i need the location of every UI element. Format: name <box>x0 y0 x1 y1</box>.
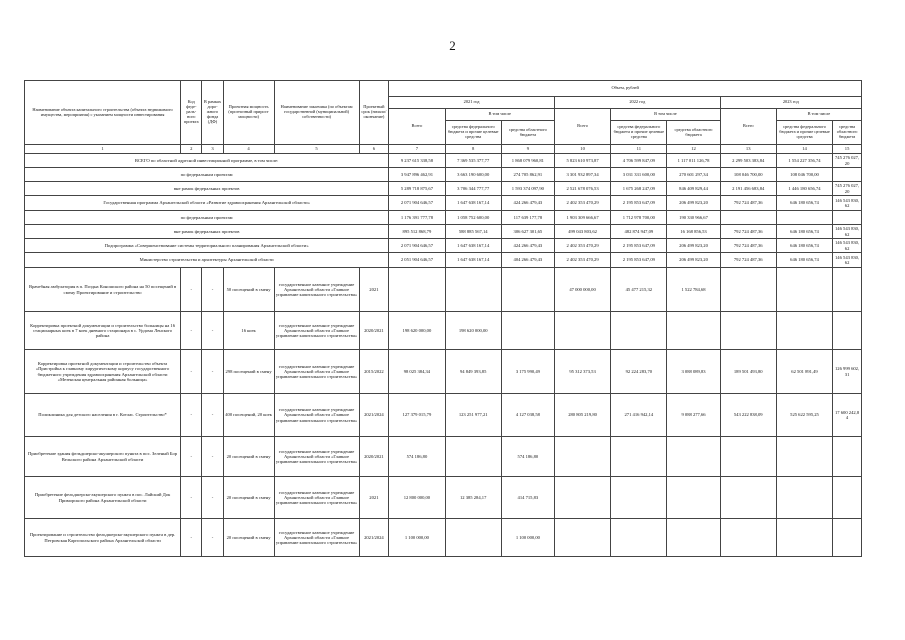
row-amount <box>667 437 720 477</box>
row-amount: 1 100 000,00 <box>389 519 445 557</box>
table-row <box>25 168 862 182</box>
row-amount: 2 402 353 470,29 <box>554 196 610 211</box>
row-project-code: - <box>181 350 202 394</box>
row-amount <box>833 312 862 350</box>
row-road-fund: - <box>202 519 223 557</box>
header-period: Проектный срок (начало/ окончание) <box>359 81 389 145</box>
header-code: Код феде-раль-ного проекта <box>181 81 202 145</box>
row-capacity: 298 посещений в смену <box>223 350 274 394</box>
column-number: 5 <box>274 145 359 154</box>
row-amount: 1 554 227 356,74 <box>776 154 832 168</box>
row-amount: 7 369 535 377,77 <box>445 154 501 168</box>
row-amount: 9 237 615 338,58 <box>389 154 445 168</box>
row-name: Министерство строительства и архитектуры Архангельской области <box>25 253 389 268</box>
column-number: 14 <box>776 145 832 154</box>
row-amount: 17 600 242,84 <box>833 394 862 437</box>
column-number-row <box>25 145 862 154</box>
row-amount: 2 299 503 383,84 <box>720 154 776 168</box>
row-customer: государственное казенное учреждение Архангельской области «Главное управление капитального строительства» <box>274 519 359 557</box>
row-amount <box>554 437 610 477</box>
row-amount: 47 000 000,00 <box>554 268 610 312</box>
row-period: 2020/2021 <box>359 312 389 350</box>
row-customer: государственное казенное учреждение Архангельской области «Главное управление капитального строительства» <box>274 437 359 477</box>
row-amount: 92 224 283,70 <box>611 350 667 394</box>
row-name: Государственная программа Архангельской области «Развитие здравоохранения Архангельской области» <box>25 196 389 211</box>
row-amount <box>667 312 720 350</box>
row-amount <box>389 268 445 312</box>
row-customer: государственное казенное учреждение Архангельской области «Главное управление капитального строительства» <box>274 477 359 519</box>
row-amount: 1 647 638 167,14 <box>445 253 501 268</box>
row-amount: 646 180 656,74 <box>776 225 832 239</box>
row-amount <box>667 519 720 557</box>
row-amount: 792 724 487,36 <box>720 196 776 211</box>
row-amount: 1 675 268 247,09 <box>611 182 667 196</box>
row-amount: 588 885 567,14 <box>445 225 501 239</box>
column-number: 15 <box>833 145 862 154</box>
row-capacity: 50 посещений в смену <box>223 268 274 312</box>
row-amount: 206 499 823,20 <box>667 253 720 268</box>
row-amount: 146 543 830,62 <box>833 225 862 239</box>
row-project-code: - <box>181 519 202 557</box>
row-amount: 646 180 656,74 <box>776 239 832 253</box>
row-amount: 146 543 830,62 <box>833 196 862 211</box>
row-amount <box>833 268 862 312</box>
row-amount <box>833 211 862 225</box>
row-amount: 1 446 180 656,74 <box>776 182 832 196</box>
row-amount <box>720 437 776 477</box>
column-number: 8 <box>445 145 501 154</box>
row-amount: 424 266 479,43 <box>501 239 554 253</box>
row-road-fund: - <box>202 312 223 350</box>
row-amount <box>667 477 720 519</box>
row-amount: 2 402 353 470,29 <box>554 253 610 268</box>
table-row <box>25 182 862 196</box>
row-amount: 792 724 487,36 <box>720 225 776 239</box>
row-project-code: - <box>181 394 202 437</box>
column-number: 3 <box>202 145 223 154</box>
row-amount: 1 117 011 126,78 <box>667 154 720 168</box>
row-project-code: - <box>181 312 202 350</box>
row-road-fund: - <box>202 437 223 477</box>
table-row <box>25 196 862 211</box>
row-amount <box>833 519 862 557</box>
header-total-2021: Всего <box>389 109 445 145</box>
table-row <box>25 253 862 268</box>
row-amount: 206 499 823,20 <box>667 196 720 211</box>
row-amount: 12 385 284,17 <box>445 477 501 519</box>
table-row <box>25 394 862 437</box>
row-amount: 574 186,80 <box>389 437 445 477</box>
row-amount: 2 051 904 646,57 <box>389 253 445 268</box>
row-amount: 3 175 990,49 <box>501 350 554 394</box>
row-customer: государственное казенное учреждение Архангельской области «Главное управление капитального строительства» <box>274 312 359 350</box>
header-regional-2023: средства областного бюджета <box>833 121 862 145</box>
row-amount: 543 222 838,09 <box>720 394 776 437</box>
row-amount <box>776 312 832 350</box>
row-road-fund: - <box>202 394 223 437</box>
row-amount: 2 402 353 470,29 <box>554 239 610 253</box>
row-amount <box>833 168 862 182</box>
row-amount <box>776 477 832 519</box>
row-period: 2021 <box>359 268 389 312</box>
row-amount: 306 627 301,65 <box>501 225 554 239</box>
row-name: Врачебная амбулатория в п. Поздна Коношского района на 50 посещений в смену Проектирование и строительство <box>25 268 181 312</box>
column-number: 7 <box>389 145 445 154</box>
page-number: 2 <box>449 38 456 53</box>
header-road-fund: В рамках доро-жного фонда (ДФ) <box>202 81 223 145</box>
row-name: по федеральным проектам <box>25 211 389 225</box>
row-amount <box>501 312 554 350</box>
row-amount: 1 712 978 700,00 <box>611 211 667 225</box>
row-name: ВСЕГО по областной адресной инвестиционной программе, в том числе: <box>25 154 389 168</box>
row-amount: 2 521 678 076,53 <box>554 182 610 196</box>
row-amount: 117 639 177,78 <box>501 211 554 225</box>
row-amount: 9 088 277,66 <box>667 394 720 437</box>
table-row <box>25 519 862 557</box>
row-amount: 127 379 015,79 <box>389 394 445 437</box>
row-customer: государственное казенное учреждение Архангельской области «Главное управление капитального строительства» <box>274 394 359 437</box>
row-amount <box>720 268 776 312</box>
column-number: 4 <box>223 145 274 154</box>
row-amount <box>554 477 610 519</box>
row-amount: 5 823 610 973,87 <box>554 154 610 168</box>
row-customer: государственное казенное учреждение Архангельской области «Главное управление капитального строительства» <box>274 268 359 312</box>
header-total-2022: Всего <box>554 109 610 145</box>
row-amount: 16 168 856,53 <box>667 225 720 239</box>
column-number: 13 <box>720 145 776 154</box>
row-name: Корректировка проектной документации и строительство больницы на 16 стационарных коек в 7 коек дневного стационара в с. Урдома Ленского района <box>25 312 181 350</box>
row-amount: 271 416 942,14 <box>611 394 667 437</box>
header-including-2022: В том числе <box>611 109 720 121</box>
row-amount: 146 543 830,62 <box>833 239 862 253</box>
row-amount <box>554 519 610 557</box>
row-amount: 404 266 479,43 <box>501 253 554 268</box>
table-row <box>25 211 862 225</box>
row-amount: 792 724 487,36 <box>720 239 776 253</box>
row-amount: 2 195 853 647,09 <box>611 253 667 268</box>
column-number: 12 <box>667 145 720 154</box>
row-capacity: 20 посещений в смену <box>223 477 274 519</box>
header-capacity: Проектная мощность (прогнозный прирост мощности) <box>223 81 274 145</box>
row-customer: государственное казенное учреждение Архангельской области «Главное управление капитального строительства» <box>274 350 359 394</box>
row-period: 2021 <box>359 477 389 519</box>
row-name: вне рамок федеральных проектов <box>25 182 389 196</box>
row-amount: 1 176 391 777,78 <box>389 211 445 225</box>
row-project-code: - <box>181 437 202 477</box>
row-amount: 189 501 493,80 <box>720 350 776 394</box>
header-name: Наименование объекта капитального строительства (объекта недвижимого имущества, мероприятия) с указанием мощности инвестирования <box>25 81 181 145</box>
column-number: 2 <box>181 145 202 154</box>
row-amount: 12 800 000,00 <box>389 477 445 519</box>
row-amount <box>445 437 501 477</box>
row-period: 2021/2024 <box>359 394 389 437</box>
row-name: Корректировка проектной документации и строительство объекта «Пристройка к главному хирургическому корпусу государственного бюджетного учреждения здравоохранения Архангельской области «Мезенская центральная районная больница» <box>25 350 181 394</box>
row-amount: 3 706 344 777,77 <box>445 182 501 196</box>
row-amount <box>720 477 776 519</box>
row-amount: 1 522 784,68 <box>667 268 720 312</box>
table-row <box>25 437 862 477</box>
row-amount: 5 289 718 875,67 <box>389 182 445 196</box>
row-amount: 3 088 089,83 <box>667 350 720 394</box>
row-road-fund: - <box>202 350 223 394</box>
row-amount <box>776 268 832 312</box>
row-amount: 1 647 638 167,14 <box>445 196 501 211</box>
row-amount: 846 409 829,44 <box>667 182 720 196</box>
row-amount <box>611 312 667 350</box>
column-number: 1 <box>25 145 181 154</box>
row-amount: 1 868 079 960,81 <box>501 154 554 168</box>
row-amount: 1 593 374 097,90 <box>501 182 554 196</box>
row-road-fund: - <box>202 268 223 312</box>
row-amount: 62 501 891,49 <box>776 350 832 394</box>
row-amount: 1 903 309 666,67 <box>554 211 610 225</box>
row-name: Приобретение фельдшерско-акушерского пункта в пос. Лайский Док Приморского района Архангельской области <box>25 477 181 519</box>
row-capacity: 20 посещений в смену <box>223 437 274 477</box>
row-amount <box>611 519 667 557</box>
table-row <box>25 350 862 394</box>
header-year-2022: 2022 год <box>554 97 720 109</box>
row-amount: 3 663 190 600,00 <box>445 168 501 182</box>
row-name: вне рамок федеральных проектов <box>25 225 389 239</box>
row-amount: 198 620 000,00 <box>445 312 501 350</box>
row-amount: 2 191 456 683,84 <box>720 182 776 196</box>
row-amount: 1 647 638 167,14 <box>445 239 501 253</box>
row-amount: 745 276 027,20 <box>833 182 862 196</box>
row-amount: 525 622 595,25 <box>776 394 832 437</box>
table-row <box>25 312 862 350</box>
row-amount <box>611 437 667 477</box>
row-amount <box>720 312 776 350</box>
header-total-2023: Всего <box>720 109 776 145</box>
header-federal-2022: средства федерального бюджета и прочие целевые средства <box>611 121 667 145</box>
row-amount <box>833 477 862 519</box>
table-row <box>25 225 862 239</box>
row-name: Подпрограмма «Совершенствование системы территориального планирования Архангельской области» <box>25 239 389 253</box>
row-amount <box>611 477 667 519</box>
table-row <box>25 239 862 253</box>
row-amount: 98 025 384,34 <box>389 350 445 394</box>
row-period: 2021/2024 <box>359 519 389 557</box>
row-amount: 895 512 868,79 <box>389 225 445 239</box>
row-amount <box>554 312 610 350</box>
table-row <box>25 268 862 312</box>
row-amount <box>833 437 862 477</box>
header-year-2021: 2021 год <box>389 97 555 109</box>
row-amount: 198 620 000,00 <box>389 312 445 350</box>
row-project-code: - <box>181 268 202 312</box>
row-amount: 3 947 896 462,91 <box>389 168 445 182</box>
row-amount: 1 100 000,00 <box>501 519 554 557</box>
header-customer: Наименование заказчика (по объектам государственной (муниципальной) собственности) <box>274 81 359 145</box>
row-period: 2020/2021 <box>359 437 389 477</box>
row-amount: 424 266 479,43 <box>501 196 554 211</box>
header-including-2023: В том числе <box>776 109 861 121</box>
row-project-code: - <box>181 477 202 519</box>
row-name: Поликлиника для детского населения в г. Котлас. Строительство* <box>25 394 181 437</box>
row-amount <box>501 268 554 312</box>
row-amount <box>720 519 776 557</box>
row-amount: 146 543 830,62 <box>833 253 862 268</box>
table-body <box>25 154 862 557</box>
row-amount: 499 043 803,62 <box>554 225 610 239</box>
row-amount: 270 601 297,34 <box>667 168 720 182</box>
row-amount: 108 046 700,00 <box>776 168 832 182</box>
header-including-2021: В том числе <box>445 109 554 121</box>
row-amount: 206 499 823,20 <box>667 239 720 253</box>
row-amount: 1 058 752 600,00 <box>445 211 501 225</box>
row-amount: 646 180 656,74 <box>776 253 832 268</box>
row-amount: 274 705 862,91 <box>501 168 554 182</box>
column-number: 9 <box>501 145 554 154</box>
row-amount: 745 276 027,20 <box>833 154 862 168</box>
investment-program-table <box>24 80 862 557</box>
header-federal-2021: средства федерального бюджета и прочие целевые средства <box>445 121 501 145</box>
row-amount: 3 031 331 600,00 <box>611 168 667 182</box>
row-amount: 108 046 700,00 <box>720 168 776 182</box>
row-amount: 792 724 487,36 <box>720 253 776 268</box>
header-regional-2022: средства областного бюджета <box>667 121 720 145</box>
row-amount <box>776 519 832 557</box>
row-amount: 3 301 932 897,34 <box>554 168 610 182</box>
row-amount <box>720 211 776 225</box>
row-amount: 190 330 966,67 <box>667 211 720 225</box>
row-amount: 2 195 853 647,09 <box>611 239 667 253</box>
row-name: Проектирование и строительство фельдшерско-акушерского пункта в дер. Петровская Каргопольского района Архангельской области <box>25 519 181 557</box>
row-amount: 482 874 947,09 <box>611 225 667 239</box>
row-name: по федеральным проектам <box>25 168 389 182</box>
header-year-2023: 2023 год <box>720 97 861 109</box>
table-row <box>25 477 862 519</box>
column-number: 6 <box>359 145 389 154</box>
row-amount: 95 312 373,53 <box>554 350 610 394</box>
header-federal-2023: средства федерального бюджета и прочие целевые средства <box>776 121 832 145</box>
row-amount: 280 805 219,80 <box>554 394 610 437</box>
row-amount: 2 195 853 647,09 <box>611 196 667 211</box>
header-volume: Объем, рублей <box>389 81 862 97</box>
row-period: 2015/2022 <box>359 350 389 394</box>
row-amount: 414 715,83 <box>501 477 554 519</box>
row-capacity: 16 коек <box>223 312 274 350</box>
row-amount: 646 180 656,74 <box>776 196 832 211</box>
row-amount <box>445 519 501 557</box>
row-amount: 123 251 977,21 <box>445 394 501 437</box>
row-amount: 94 849 393,85 <box>445 350 501 394</box>
table-row <box>25 154 862 168</box>
row-amount <box>776 211 832 225</box>
row-capacity: 400 посещений, 20 коек <box>223 394 274 437</box>
header-regional-2021: средства областного бюджета <box>501 121 554 145</box>
row-amount: 2 071 904 646,57 <box>389 239 445 253</box>
row-amount: 4 706 599 847,09 <box>611 154 667 168</box>
row-amount: 4 127 038,58 <box>501 394 554 437</box>
row-road-fund: - <box>202 477 223 519</box>
row-amount: 126 999 602,31 <box>833 350 862 394</box>
row-amount <box>445 268 501 312</box>
row-amount: 574 186,80 <box>501 437 554 477</box>
row-amount: 45 477 215,32 <box>611 268 667 312</box>
column-number: 10 <box>554 145 610 154</box>
row-name: Приобретение здания фельдшерско-акушерского пункта в пос. Зеленый Бор Вельского района Архангельской области <box>25 437 181 477</box>
row-amount: 2 071 904 646,57 <box>389 196 445 211</box>
row-amount <box>776 437 832 477</box>
column-number: 11 <box>611 145 667 154</box>
row-capacity: 20 посещений в смену <box>223 519 274 557</box>
